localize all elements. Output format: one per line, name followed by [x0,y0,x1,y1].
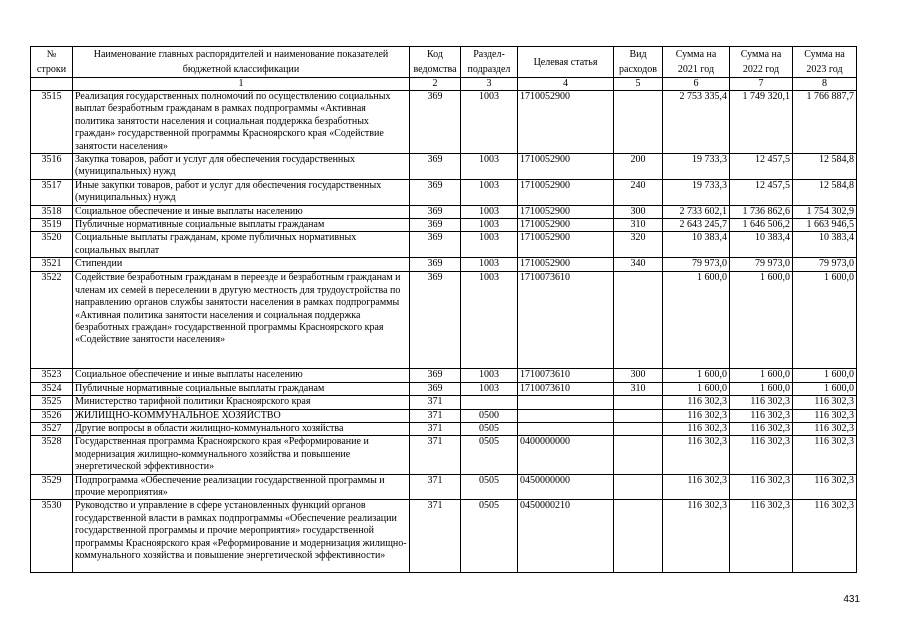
expense-type-code: 300 [614,369,663,382]
expense-type-code: 200 [614,154,663,180]
row-number: 3520 [31,232,73,258]
budget-table [30,46,857,573]
dept-code: 369 [410,369,461,382]
section-code: 1003 [461,258,518,272]
header-row [31,47,857,78]
header-expense-type: Вид расходов [614,47,663,78]
section-code: 0505 [461,500,518,573]
sum-2023: 116 302,3 [793,396,857,409]
row-name: Другие вопросы в области жилищно-коммунального хозяйства [73,422,410,435]
table-row [31,219,857,232]
section-code: 1003 [461,205,518,218]
column-number: 7 [730,78,793,91]
target-item-code: 0400000000 [518,436,614,474]
expense-type-code: 240 [614,179,663,205]
row-name: Публичные нормативные социальные выплаты гражданам [73,382,410,395]
row-name: Закупка товаров, работ и услуг для обеспечения государственных (муниципальных) нужд [73,154,410,180]
table-row [31,382,857,395]
sum-2023: 116 302,3 [793,474,857,500]
target-item-code: 1710052900 [518,205,614,218]
row-number: 3518 [31,205,73,218]
sum-2022: 116 302,3 [730,409,793,422]
target-item-code: 1710052900 [518,258,614,272]
target-item-code: 0450000210 [518,500,614,573]
dept-code: 371 [410,436,461,474]
row-name: Иные закупки товаров, работ и услуг для обеспечения государственных (муниципальных) нужд [73,179,410,205]
target-item-code: 1710073610 [518,272,614,369]
expense-type-code [614,396,663,409]
sum-2023: 1 663 946,5 [793,219,857,232]
section-code: 1003 [461,382,518,395]
sum-2022: 1 600,0 [730,272,793,369]
sum-2022: 1 749 320,1 [730,91,793,154]
dept-code: 369 [410,154,461,180]
sum-2021: 2 753 335,4 [663,91,730,154]
section-code [461,396,518,409]
expense-type-code: 310 [614,219,663,232]
dept-code: 369 [410,91,461,154]
row-name: Государственная программа Красноярского края «Реформирование и модернизация жилищно-коммунального хозяйства и повышение энергетической эффективности» [73,436,410,474]
expense-type-code [614,474,663,500]
sum-2021: 116 302,3 [663,474,730,500]
target-item-code: 1710052900 [518,91,614,154]
sum-2023: 116 302,3 [793,500,857,573]
table-row [31,205,857,218]
sum-2022: 116 302,3 [730,500,793,573]
target-item-code: 1710073610 [518,382,614,395]
row-name: Публичные нормативные социальные выплаты гражданам [73,219,410,232]
target-item-code [518,409,614,422]
row-name: ЖИЛИЩНО-КОММУНАЛЬНОЕ ХОЗЯЙСТВО [73,409,410,422]
header-sum-2023: Сумма на 2023 год [793,47,857,78]
sum-2023: 1 600,0 [793,369,857,382]
table-row [31,422,857,435]
table-body [31,91,857,573]
section-code: 1003 [461,232,518,258]
sum-2022: 10 383,4 [730,232,793,258]
target-item-code: 1710052900 [518,154,614,180]
sum-2023: 1 754 302,9 [793,205,857,218]
table-row [31,272,857,369]
target-item-code [518,396,614,409]
sum-2021: 19 733,3 [663,179,730,205]
sum-2023: 1 600,0 [793,272,857,369]
row-number: 3515 [31,91,73,154]
row-name: Содействие безработным гражданам в переезде и безработным гражданам и членам их семей в переселении в другую местность для трудоустройства по направлению органов службы занятости населения в рамках подпрограммы «Активная политика занятости населения и социальная поддержка безработных граждан» государственной программы Красноярского края «Содействие занятости населения» [73,272,410,369]
sum-2021: 116 302,3 [663,409,730,422]
sum-2021: 1 600,0 [663,369,730,382]
header-dept-code: Код ведомства [410,47,461,78]
sum-2023: 116 302,3 [793,409,857,422]
sum-2021: 19 733,3 [663,154,730,180]
dept-code: 369 [410,258,461,272]
dept-code: 371 [410,396,461,409]
sum-2023: 10 383,4 [793,232,857,258]
sum-2022: 116 302,3 [730,436,793,474]
sum-2021: 116 302,3 [663,436,730,474]
section-code: 0505 [461,436,518,474]
sum-2023: 12 584,8 [793,154,857,180]
sum-2022: 116 302,3 [730,422,793,435]
column-number: 8 [793,78,857,91]
column-number: 5 [614,78,663,91]
sum-2021: 2 643 245,7 [663,219,730,232]
section-code: 1003 [461,272,518,369]
sum-2021: 10 383,4 [663,232,730,258]
sum-2022: 79 973,0 [730,258,793,272]
sum-2021: 1 600,0 [663,382,730,395]
column-number: 3 [461,78,518,91]
row-name: Социальное обеспечение и иные выплаты населению [73,205,410,218]
expense-type-code: 320 [614,232,663,258]
header-section: Раздел-подраздел [461,47,518,78]
expense-type-code [614,91,663,154]
target-item-code: 1710052900 [518,179,614,205]
header-name: Наименование главных распорядителей и наименование показателей бюджетной классификации [73,47,410,78]
section-code: 1003 [461,154,518,180]
section-code: 0505 [461,422,518,435]
sum-2023: 12 584,8 [793,179,857,205]
row-number: 3523 [31,369,73,382]
row-number: 3527 [31,422,73,435]
expense-type-code [614,500,663,573]
sum-2022: 12 457,5 [730,154,793,180]
row-name: Руководство и управление в сфере установленных функций органов государственной власти в рамках подпрограммы «Обеспечение реализации государственной программы и прочие мероприятия» государственной программы Красноярского края «Реформирование и модернизация жилищно-коммунального хозяйства и повышение энергетической эффективности» [73,500,410,573]
sum-2023: 116 302,3 [793,422,857,435]
column-number: 2 [410,78,461,91]
expense-type-code: 340 [614,258,663,272]
sum-2023: 116 302,3 [793,436,857,474]
row-number: 3526 [31,409,73,422]
sum-2022: 1 646 506,2 [730,219,793,232]
dept-code: 371 [410,500,461,573]
sum-2021: 116 302,3 [663,500,730,573]
row-number: 3530 [31,500,73,573]
sum-2022: 1 736 862,6 [730,205,793,218]
row-number: 3517 [31,179,73,205]
expense-type-code: 310 [614,382,663,395]
row-name: Стипендии [73,258,410,272]
section-code: 1003 [461,91,518,154]
sum-2023: 1 600,0 [793,382,857,395]
row-number: 3521 [31,258,73,272]
sum-2021: 116 302,3 [663,422,730,435]
target-item-code [518,422,614,435]
sum-2021: 79 973,0 [663,258,730,272]
header-target-item: Целевая статья [518,47,614,78]
sum-2022: 1 600,0 [730,369,793,382]
row-number: 3528 [31,436,73,474]
row-number: 3516 [31,154,73,180]
dept-code: 369 [410,382,461,395]
section-code: 1003 [461,219,518,232]
row-name: Социальное обеспечение и иные выплаты населению [73,369,410,382]
target-item-code: 1710073610 [518,369,614,382]
sum-2022: 116 302,3 [730,396,793,409]
column-number [31,78,73,91]
row-number: 3525 [31,396,73,409]
row-number: 3529 [31,474,73,500]
sum-2022: 12 457,5 [730,179,793,205]
dept-code: 371 [410,474,461,500]
dept-code: 369 [410,205,461,218]
dept-code: 369 [410,219,461,232]
dept-code: 369 [410,272,461,369]
sum-2023: 79 973,0 [793,258,857,272]
column-number: 6 [663,78,730,91]
sum-2022: 1 600,0 [730,382,793,395]
expense-type-code [614,436,663,474]
row-name: Социальные выплаты гражданам, кроме публичных нормативных социальных выплат [73,232,410,258]
sum-2023: 1 766 887,7 [793,91,857,154]
table-row [31,91,857,154]
table-row [31,179,857,205]
row-name: Министерство тарифной политики Красноярского края [73,396,410,409]
dept-code: 371 [410,422,461,435]
table-row [31,232,857,258]
header-row-number: № строки [31,47,73,78]
expense-type-code [614,409,663,422]
target-item-code: 1710052900 [518,219,614,232]
column-number: 1 [73,78,410,91]
sum-2021: 2 733 602,1 [663,205,730,218]
page-number: 431 [843,594,860,605]
table-row [31,500,857,573]
column-number-row [31,78,857,91]
section-code: 1003 [461,369,518,382]
table-row [31,154,857,180]
header-sum-2021: Сумма на 2021 год [663,47,730,78]
column-number: 4 [518,78,614,91]
section-code: 0500 [461,409,518,422]
row-name: Подпрограмма «Обеспечение реализации государственной программы и прочие мероприятия» [73,474,410,500]
table-row [31,369,857,382]
expense-type-code [614,422,663,435]
section-code: 1003 [461,179,518,205]
target-item-code: 0450000000 [518,474,614,500]
sum-2021: 116 302,3 [663,396,730,409]
sum-2022: 116 302,3 [730,474,793,500]
table-row [31,436,857,474]
table-row [31,396,857,409]
row-number: 3522 [31,272,73,369]
expense-type-code: 300 [614,205,663,218]
table-row [31,474,857,500]
target-item-code: 1710052900 [518,232,614,258]
expense-type-code [614,272,663,369]
row-number: 3519 [31,219,73,232]
row-name: Реализация государственных полномочий по осуществлению социальных выплат безработным гражданам в рамках подпрограммы «Активная политика занятости населения и социальная поддержка безработных граждан» государственной программы Красноярского края «Содействие занятости населения» [73,91,410,154]
table-row [31,258,857,272]
section-code: 0505 [461,474,518,500]
dept-code: 369 [410,179,461,205]
header-sum-2022: Сумма на 2022 год [730,47,793,78]
row-number: 3524 [31,382,73,395]
dept-code: 371 [410,409,461,422]
dept-code: 369 [410,232,461,258]
sum-2021: 1 600,0 [663,272,730,369]
table-row [31,409,857,422]
